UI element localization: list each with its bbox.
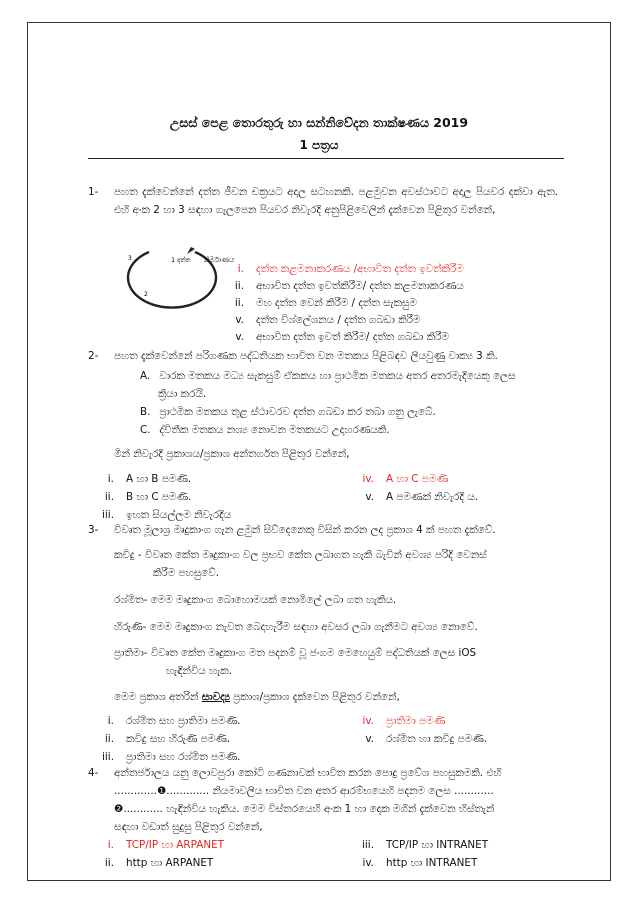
q4-option-2[interactable]: ii. http හා ARPANET <box>104 857 214 869</box>
statement-b: B. ප්‍රාථමික මතකය තුළ ස්ථාවරව දත්ත ගබඩා කර තබා ගනු ලැබේ. <box>140 406 436 418</box>
cycle-step-1: 1 දත්ත <box>171 256 191 264</box>
paper-number: 1 පත්‍රය <box>299 138 339 152</box>
statement-kavindu-cont: කිරීම පහසුවේ. <box>153 567 220 579</box>
statement-prathima-cont: හැඳින්විය හැක. <box>166 665 232 677</box>
question-3 <box>88 521 558 539</box>
statement-prathima: ප්‍රාතිමා- විවෘත කේත මෘදුකාංග මත පදනම් වූ ජංගම මෙහෙයුම් පද්ධතියක් ලෙස iOS <box>114 647 477 659</box>
question-number: 2- <box>88 350 99 362</box>
q1-option-1[interactable]: i. දත්ත කළමනාකරණය /අභාවිත දත්ත ඉවත්කිරීම <box>237 263 464 275</box>
question-number: 3- <box>88 524 99 536</box>
q2-option-5[interactable]: v. A පමණක් නිවැරදි ය. <box>365 491 479 503</box>
q2-option-3[interactable]: iii. ඉහත සියල්ලම නිවැරදිය <box>102 509 232 521</box>
q3-option-5[interactable]: v. රශ්මිත හා කවිදු පමණි. <box>365 733 488 745</box>
question-number: 1- <box>88 186 99 198</box>
question-4 <box>88 764 558 836</box>
q3-option-2[interactable]: ii. කවිදු සහ හිරුණි පමණි. <box>104 733 231 745</box>
statement-a-cont: ක්‍රියා කරයි. <box>158 388 207 400</box>
question-number: 4- <box>88 767 99 779</box>
statement-c: C. ද්විතීක මතකය නශ්‍ය නොවන මතකයට උදාහරණයකි. <box>140 424 390 436</box>
exam-title: උසස් පෙළ තොරතුරු හා සන්නිවේදන තාක්ෂණය 2019 <box>169 115 469 130</box>
question-text: විවෘත මූලාශ්‍ර මෘදුකාංග ගැන ළමුන් සිව්දෙනෙකු විසින් කරන ලද ප්‍රකාශ 4 ක් පහත දැක්වේ. <box>114 524 496 536</box>
q3-prompt: මෙම ප්‍රකාශ අතරින් සාවද්‍ය ප්‍රකාශ/ප්‍රකාශ දැක්වෙන පිළිතුර වන්නේ, <box>114 691 400 703</box>
q1-option-2[interactable]: ii. අභාවිත දත්ත ඉවත්කිරීම/ දත්ත කළමනාකරණය <box>234 280 464 292</box>
q2-option-1[interactable]: i. A හා B පමණි. <box>107 473 192 485</box>
q2-option-2[interactable]: ii. B හා C පමණි. <box>104 491 192 503</box>
question-text: අන්තර්ජාලය යනු ලොවපුරා කෝටි ගණනාවක් භාවිත කරන පොදු ප්‍රවේශ පහසුකමකි. එහි .............❶............. නියමාවලිය භාවිත වන අතර ආරම්භයෙහි පදනම ලෙස ............ ❷............ හැඳින්විය හැකිය. මෙම විස්තරයෙහි අංක 1 හා දෙක මගින් දැක්වෙන හිස්තැන් සඳහා වඩාත් සුදුසු පිළිතුර වන්නේ, <box>114 767 502 833</box>
statement-kavindu: කවිදු - විවෘත කේත මෘදුකාංග වල ප්‍රභව කේත ලබාගත හැකි බැවින් අවශ්‍ය පරිදි වෙනස් <box>114 549 487 561</box>
q2-option-4[interactable]: iv. A හා C පමණි <box>362 473 449 485</box>
emphasis-incorrect: සාවද්‍ය <box>201 691 230 703</box>
q4-option-3[interactable]: iii. TCP/IP හා INTRANET <box>362 839 489 851</box>
question-2 <box>88 347 558 365</box>
q4-option-4[interactable]: iv. http හා INTRANET <box>362 857 478 869</box>
q3-option-4[interactable]: iv. ප්‍රාතිමා පමණි <box>362 715 446 727</box>
q3-option-1[interactable]: i. රශ්මිත සහ ප්‍රාතිමා පමණි. <box>107 715 241 727</box>
q1-option-5[interactable]: v. අභාවිත දත්ත ඉවත් කිරීම/ දත්ත ගබඩා කිරීම <box>235 331 449 343</box>
cycle-step-1-label: නිර්මාණය <box>204 256 235 264</box>
question-text: පහත දැක්වෙන්නේ පරිගණක පද්ධතියක භාවිත වන මතකය පිළිබඳව ලියවුණු වාක්‍ය 3 කි. <box>114 350 498 362</box>
cycle-step-3: 3 <box>128 255 132 262</box>
header-rule <box>88 158 564 159</box>
statement-hiruni: හිරුණි- මෙම මෘදුකාංග නැවත බෙදාහැරීම සඳහා අවසර ලබා ගැනීමට අවශ්‍ය නොවේ. <box>114 621 478 633</box>
statement-a: A. වාරක මතකය මධ්‍ය සැකසුම් ඒකකය හා ප්‍රාථමික මතකය අතර අතරමැදියෙකු ලෙස <box>140 370 516 382</box>
q3-option-3[interactable]: iii. ප්‍රාතිමා සහ රශ්මිත පමණි. <box>102 751 241 763</box>
q1-option-3[interactable]: ii. මහ දත්ත වෙන් කිරීම / දත්ත සැකසුම <box>234 297 417 309</box>
arrow-head-icon <box>187 247 195 254</box>
q4-option-1[interactable]: i. TCP/IP හා ARPANET <box>107 839 225 851</box>
question-1 <box>88 183 558 219</box>
q2-prompt: මින් නිවැරදි ප්‍රකාශය/ප්‍රකාශ අන්තර්ගත පිළිතුර වන්නේ, <box>114 448 350 460</box>
statement-rashmitha: රශ්මිත- මෙම මෘදුකාංග බොහොමයක් නොමිලේ ලබා ගත හැකිය. <box>114 594 397 606</box>
cycle-step-2: 2 <box>144 291 148 298</box>
q1-option-4[interactable]: v. දත්ත විශ්ලේශනය / දත්ත ගබඩා කිරීම <box>235 314 421 326</box>
question-text: පහත දැක්වෙන්නේ දත්ත ජීවන චක්‍රයට අදාල සටහනකි. පළමුවන අවස්ථාවට අදාල පියවර දක්වා ඇත. එහි අංක 2 හා 3 සඳහා ගැලපෙන පියවර නිවැරදි අනුපිළිවෙලින් දැක්වෙන පිළිතුර වන්නේ, <box>114 186 558 216</box>
